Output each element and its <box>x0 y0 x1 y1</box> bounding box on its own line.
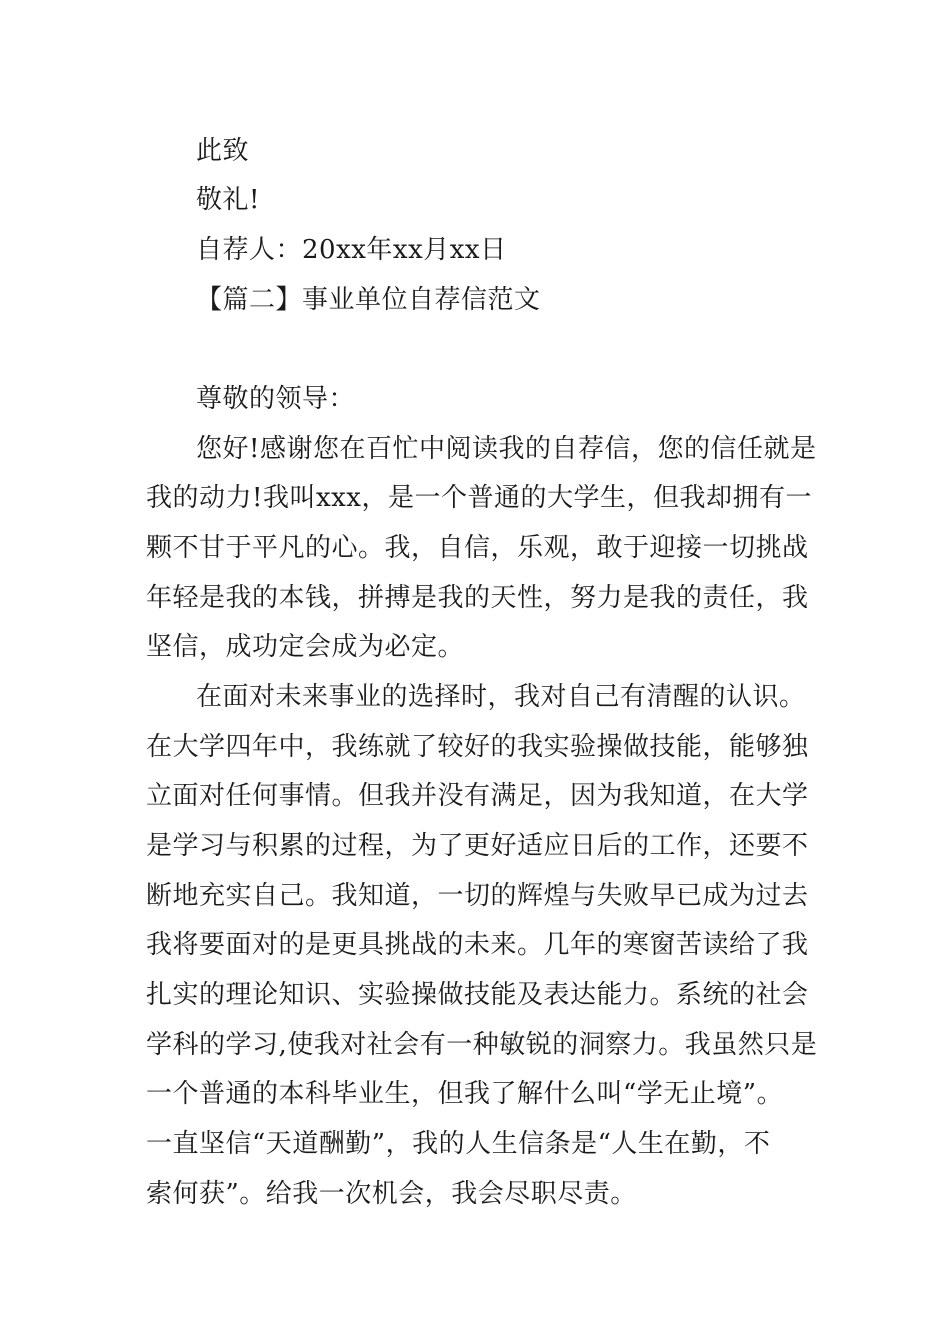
paragraph2-line: 一直坚信“天道酬勤”，我的人生信条是“人生在勤，不 <box>146 1129 771 1159</box>
paragraph1-line: 坚信，成功定会成为必定。 <box>146 632 465 662</box>
paragraph2-line: 是学习与积累的过程，为了更好适应日后的工作，还要不 <box>146 831 809 861</box>
paragraph2-line: 扎实的理论知识、实验操做技能及表达能力。系统的社会 <box>146 980 809 1010</box>
paragraph1-line: 我的动力!我叫xxx，是一个普通的大学生，但我却拥有一 <box>146 483 812 513</box>
paragraph1-line: 年轻是我的本钱，拼搏是我的天性，努力是我的责任，我 <box>146 583 809 613</box>
signature-line: 自荐人：20xx年xx月xx日 <box>196 235 507 265</box>
paragraph2-line: 索何获”。给我一次机会，我会尽职尽责。 <box>146 1179 637 1209</box>
paragraph2-line: 一个普通的本科毕业生，但我了解什么叫“学无止境”。 <box>146 1079 784 1109</box>
paragraph2-line: 学科的学习,使我对社会有一种敏锐的洞察力。我虽然只是 <box>146 1030 818 1060</box>
paragraph2-line: 在大学四年中，我练就了较好的我实验操做技能，能够独 <box>146 732 809 762</box>
paragraph2-line: 在面对未来事业的选择时，我对自己有清醒的认识。 <box>196 682 806 712</box>
paragraph1-line: 您好!感谢您在百忙中阅读我的自荐信，您的信任就是 <box>196 434 817 464</box>
closing-ci-zhi: 此致 <box>196 136 250 166</box>
paragraph2-line: 我将要面对的是更具挑战的未来。几年的寒窗苦读给了我 <box>146 930 809 960</box>
closing-jing-li: 敬礼! <box>196 185 260 215</box>
paragraph1-line: 颗不甘于平凡的心。我，自信，乐观，敢于迎接一切挑战 <box>146 533 809 563</box>
paragraph2-line: 立面对任何事情。但我并没有满足，因为我知道，在大学 <box>146 781 809 811</box>
section-heading: 【篇二】事业单位自荐信范文 <box>196 285 541 315</box>
letter-salutation: 尊敬的领导： <box>196 384 356 414</box>
paragraph2-line: 断地充实自己。我知道，一切的辉煌与失败早已成为过去 <box>146 881 809 911</box>
